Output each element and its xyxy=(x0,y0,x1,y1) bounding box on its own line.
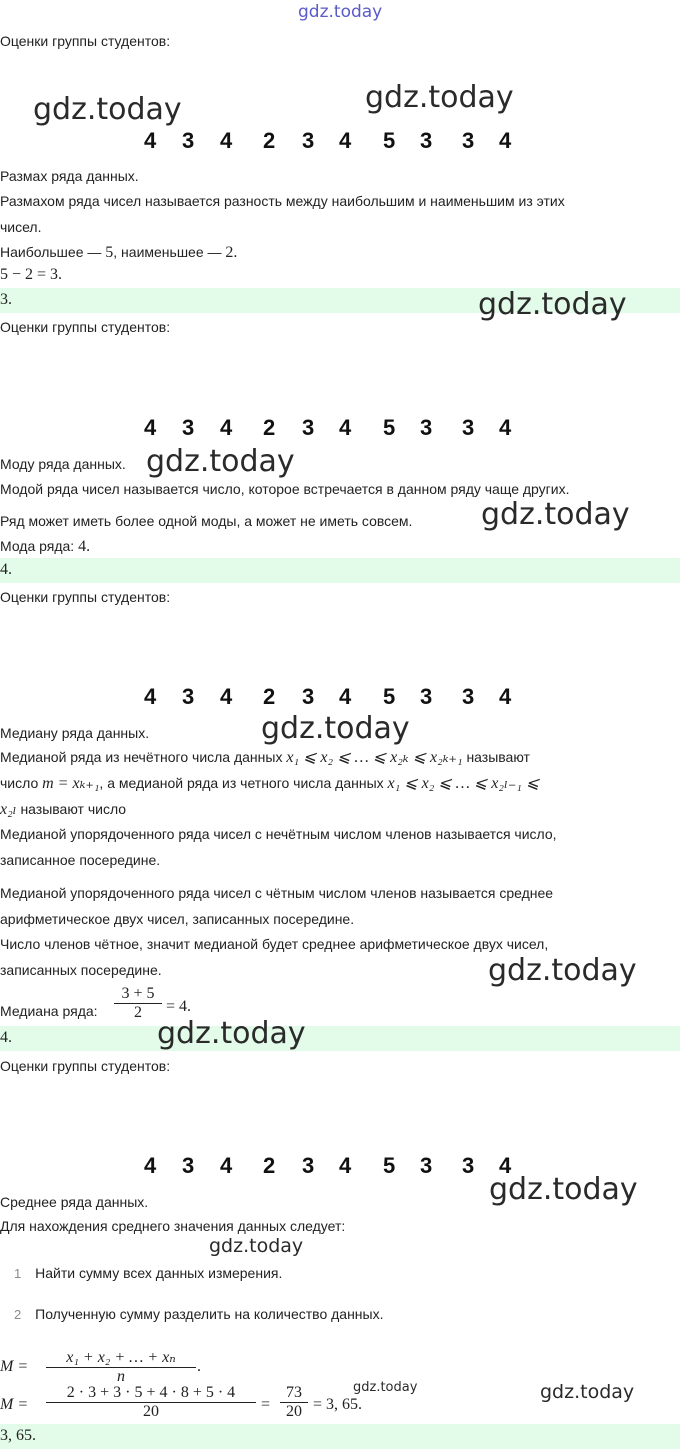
watermark: gdz.today xyxy=(365,80,514,115)
median-fraction xyxy=(114,985,162,1022)
data-value: 2 xyxy=(263,128,276,153)
fraction-denominator: 2 xyxy=(134,1004,142,1021)
mode-line xyxy=(0,537,90,556)
data-value: 2 xyxy=(263,684,276,709)
watermark: gdz.today xyxy=(478,287,627,322)
data-value: 3 xyxy=(462,684,475,709)
step-text: Найти сумму всех данных измерения. xyxy=(35,1265,283,1281)
step-item xyxy=(14,1305,383,1324)
data-value: 3 xyxy=(302,415,315,440)
data-row xyxy=(0,684,680,710)
answer-value: 3, 65. xyxy=(0,1427,36,1444)
data-value: 4 xyxy=(144,415,157,440)
max-label: Наибольшее — xyxy=(0,244,102,260)
definition-text: число xyxy=(0,775,39,791)
data-value: 3 xyxy=(182,1153,195,1178)
max-value: 5 xyxy=(105,244,114,261)
data-value: 3 xyxy=(182,415,195,440)
section-intro: Оценки группы студентов: xyxy=(0,589,171,605)
data-value: 4 xyxy=(499,684,512,709)
definition-line: Модой ряда чисел называется число, которое встречается в данном ряду чаще других. xyxy=(0,481,570,497)
mean-result: = 3, 65. xyxy=(313,1396,363,1413)
rule-line: Медианой упорядоченного ряда чисел с нечётным числом членов называется число, xyxy=(0,826,557,842)
period: . xyxy=(197,1358,201,1375)
step-number: 2 xyxy=(14,1307,22,1322)
median-label: Медиана ряда: xyxy=(0,1003,98,1019)
mean-calc-fraction xyxy=(46,1384,256,1421)
section-intro: Оценки группы студентов: xyxy=(0,1058,171,1074)
definition-line xyxy=(0,774,539,793)
median-formula: m = xₖ₊₁ xyxy=(42,775,100,792)
data-value: 3 xyxy=(302,1153,315,1178)
data-value: 5 xyxy=(383,128,396,153)
mean-fraction xyxy=(46,1347,196,1386)
median-result: = 4. xyxy=(166,998,192,1015)
watermark: gdz.today xyxy=(540,1381,635,1403)
data-value: 4 xyxy=(144,1153,157,1178)
data-value: 5 xyxy=(383,415,396,440)
mean-label: M = xyxy=(0,1358,29,1375)
sum-fraction xyxy=(280,1384,308,1421)
data-value: 3 xyxy=(462,128,475,153)
rule-line: записанных посередине. xyxy=(0,962,162,978)
data-value: 4 xyxy=(339,415,352,440)
calculation: 5 − 2 = 3. xyxy=(0,266,63,283)
data-value: 4 xyxy=(499,128,512,153)
data-value: 3 xyxy=(462,415,475,440)
odd-sequence: x₁ ⩽ x₂ ⩽ … ⩽ x₂ₖ ⩽ x₂ₖ₊₁ xyxy=(286,749,463,766)
watermark: gdz.today xyxy=(488,953,637,988)
fraction-numerator: 73 xyxy=(286,1384,302,1401)
data-value: 3 xyxy=(420,415,433,440)
definition-text: называют число xyxy=(20,801,127,817)
definition-line: Ряд может иметь более одной моды, а может не иметь совсем. xyxy=(0,513,413,529)
task-title: Медиану ряда данных. xyxy=(0,725,150,741)
watermark: gdz.today xyxy=(353,1380,418,1395)
watermark: gdz.today xyxy=(489,1172,638,1207)
rule-line: Число членов чётное, значит медианой будет среднее арифметическое двух чисел, xyxy=(0,936,549,952)
data-value: 4 xyxy=(339,1153,352,1178)
data-value: 5 xyxy=(383,684,396,709)
fraction-denominator: 20 xyxy=(286,1403,302,1420)
definition-line xyxy=(0,748,530,767)
data-value: 3 xyxy=(302,684,315,709)
definition-line: Размахом ряда чисел называется разность между наибольшим и наименьшим из этих xyxy=(0,193,565,209)
watermark: gdz.today xyxy=(481,497,630,532)
fraction-numerator: 3 + 5 xyxy=(121,985,155,1002)
data-value: 3 xyxy=(420,684,433,709)
rule-line: Медианой упорядоченного ряда чисел с чётным числом членов называется среднее xyxy=(0,885,554,901)
even-sequence: x₁ ⩽ x₂ ⩽ … ⩽ x₂ₗ₋₁ ⩽ xyxy=(387,775,540,792)
mode-label: Мода ряда: xyxy=(0,538,75,554)
data-value: 4 xyxy=(339,128,352,153)
answer-box xyxy=(0,1026,680,1051)
equals-sign: = xyxy=(261,1396,271,1413)
watermark: gdz.today xyxy=(157,1016,306,1051)
answer-box xyxy=(0,1424,680,1449)
data-value: 4 xyxy=(339,684,352,709)
data-value: 4 xyxy=(144,684,157,709)
watermark: gdz.today xyxy=(146,444,295,479)
fraction-numerator: 2 · 3 + 3 · 5 + 4 · 8 + 5 · 4 xyxy=(66,1384,236,1401)
section-intro: Оценки группы студентов: xyxy=(0,319,171,335)
mode-value: 4. xyxy=(78,538,91,555)
min-label: , наименьшее — xyxy=(113,244,222,260)
task-title: Моду ряда данных. xyxy=(0,456,126,472)
data-value: 4 xyxy=(220,415,233,440)
answer-value: 3. xyxy=(0,291,12,308)
fraction-denominator: 20 xyxy=(143,1403,159,1420)
even-sequence-end: x₂ₗ xyxy=(0,801,17,818)
instruction-line: Для нахождения среднего значения данных следует: xyxy=(0,1218,346,1234)
rule-line: арифметическое двух чисел, записанных посередине. xyxy=(0,911,355,927)
definition-text: , а медианой ряда из четного числа данных xyxy=(99,775,384,791)
watermark: gdz.today xyxy=(33,92,182,127)
max-min-line xyxy=(0,243,237,262)
step-number: 1 xyxy=(14,1266,22,1281)
data-value: 5 xyxy=(383,1153,396,1178)
data-row xyxy=(0,128,680,154)
data-value: 3 xyxy=(302,128,315,153)
answer-value: 4. xyxy=(0,561,12,578)
data-value: 2 xyxy=(263,415,276,440)
watermark: gdz.today xyxy=(209,1235,304,1257)
data-row xyxy=(0,415,680,441)
rule-line: записанное посередине. xyxy=(0,852,161,868)
data-value: 4 xyxy=(144,128,157,153)
data-value: 2 xyxy=(263,1153,276,1178)
data-value: 4 xyxy=(220,128,233,153)
fraction-numerator: x₁ + x₂ + … + xₙ xyxy=(66,1349,176,1366)
data-value: 3 xyxy=(462,1153,475,1178)
data-value: 3 xyxy=(420,128,433,153)
min-value: 2 xyxy=(225,244,234,261)
data-value: 3 xyxy=(182,684,195,709)
period: . xyxy=(233,244,238,261)
data-value: 3 xyxy=(420,1153,433,1178)
mean-label: M = xyxy=(0,1396,29,1413)
data-value: 4 xyxy=(499,1153,512,1178)
section-intro: Оценки группы студентов: xyxy=(0,33,171,49)
task-title: Среднее ряда данных. xyxy=(0,1194,149,1210)
task-title: Размах ряда данных. xyxy=(0,168,139,184)
answer-value: 4. xyxy=(0,1029,12,1046)
watermark: gdz.today xyxy=(298,2,383,22)
data-value: 4 xyxy=(499,415,512,440)
answer-box xyxy=(0,558,680,583)
fraction-denominator: n xyxy=(117,1368,125,1385)
step-text: Полученную сумму разделить на количество данных. xyxy=(35,1306,384,1322)
watermark: gdz.today xyxy=(261,711,410,746)
data-value: 3 xyxy=(182,128,195,153)
data-value: 4 xyxy=(220,684,233,709)
definition-text: Медианой ряда из нечётного числа данных xyxy=(0,749,283,765)
definition-line xyxy=(0,800,126,819)
definition-text: называют xyxy=(466,749,530,765)
step-item xyxy=(14,1264,282,1283)
definition-line: чисел. xyxy=(0,219,42,235)
data-value: 4 xyxy=(220,1153,233,1178)
